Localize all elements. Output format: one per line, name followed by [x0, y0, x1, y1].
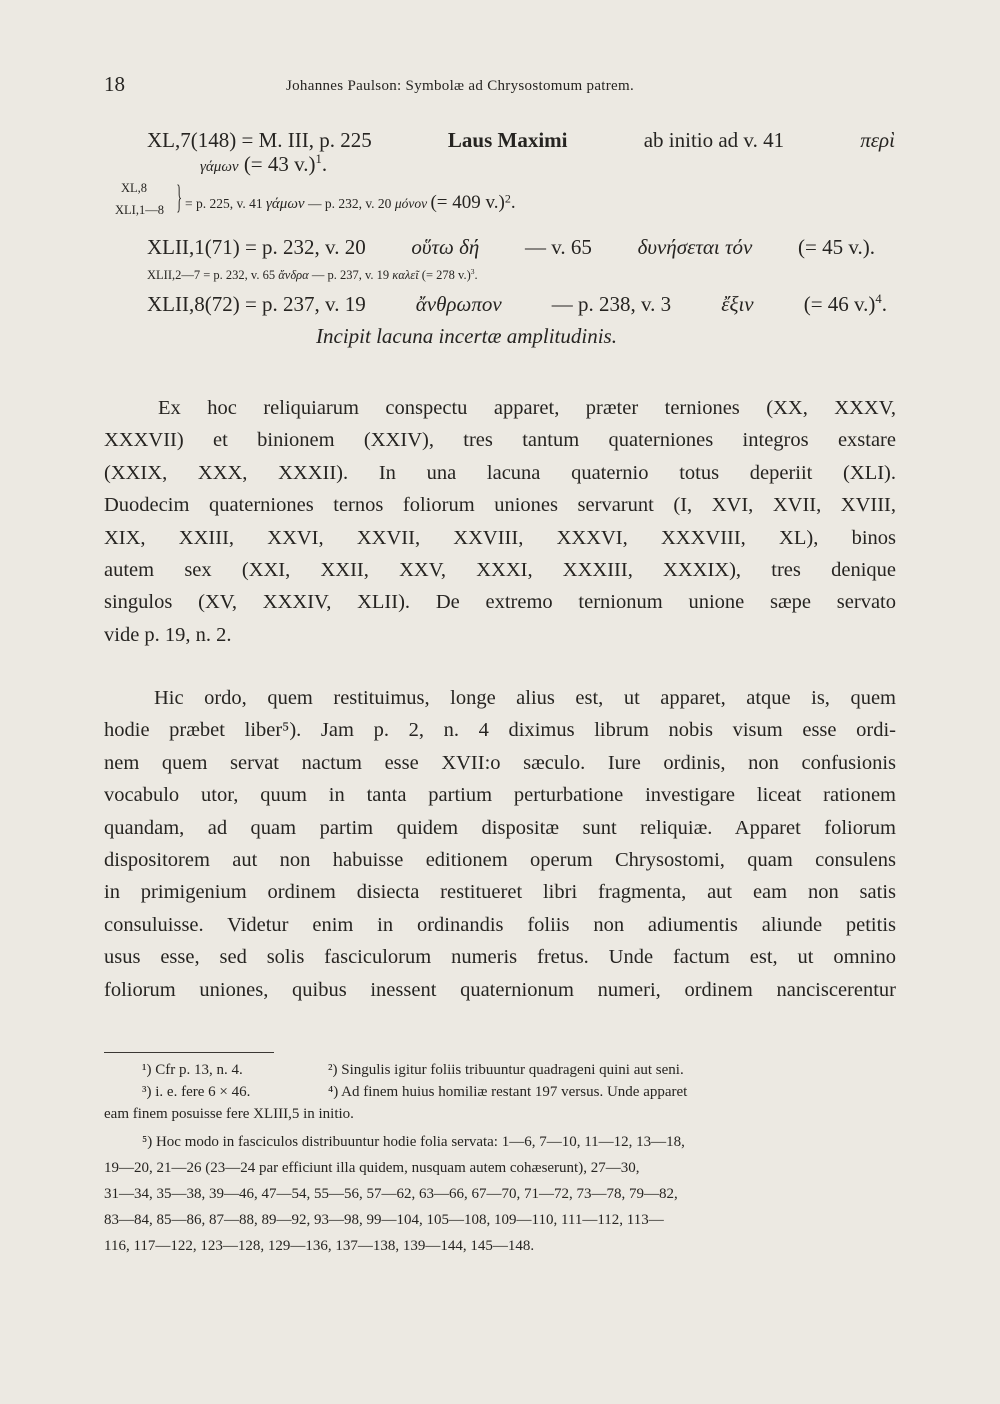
index-line-4: [147, 235, 875, 260]
text-line: (XXIX, XXX, XXXII). In una lacuna quaternio totus deperiit (XLI).: [104, 461, 896, 484]
text-line: nem quem servat nactum esse XVII:o sæculo. Iure ordinis, non confusionis: [104, 751, 896, 774]
index-ref: XL,7(148) = M. III, p. 225: [147, 128, 372, 152]
text-line: in primigenium ordinem disiecta restitueret libri fragmenta, aut eam non satis: [104, 881, 896, 904]
footnote-1: ¹) Cfr p. 13, n. 4.: [142, 1062, 243, 1078]
text-line: vide p. 19, n. 2.: [104, 623, 232, 646]
index-range: — p. 237, v. 19: [311, 268, 390, 282]
footnote-5-line-3: 31—34, 35—38, 39—46, 47—54, 55—56, 57—62, 63—66, 67—70, 71—72, 73—78, 79—82,: [104, 1186, 678, 1202]
index-count: (= 45 v.).: [798, 235, 875, 259]
text-line: hodie præbet liber⁵). Jam p. 2, n. 4 diximus librum nobis visum esse ordi-: [104, 719, 896, 742]
index-line-5: XLII,2—7 = p. 232, v. 65 ἄνδρα — p. 237, v. 19 καλεῖ (= 278 v.)$^3$.: [147, 266, 478, 282]
index-count: (= 43 v.): [243, 152, 316, 176]
footnote-ref: 4: [875, 292, 882, 306]
index-range: ab initio ad v. 41: [643, 128, 785, 152]
text-line: singulos (XV, XXXIV, XLII). De extremo ternionum unione sæpe servato: [104, 591, 896, 614]
greek-word: οὕτω δή: [411, 235, 480, 259]
index-line-6: XLII,8(72) = p. 237, v. 19 ἄνθρωπον — p. 238, v. 3 ἔξιν (= 46 v.)$^4$.: [147, 292, 887, 316]
greek-word: ἄνθρωπον: [415, 292, 502, 316]
book-page: 18 Johannes Paulson: Symbolæ ad Chrysostomum patrem. XL,7(148) = M. III, p. 225 Laus Maximi ab initio ad v. 41 περὶ γάμων (= 43 v.)$^1$. XL,8 XLI,1—8 } = p. 225, v. 41 γάμων — p. 232, v. 20 μόνον (= 409 v.)$^2$. XLII,1(71) = p. 232, v. 20 οὕτω δή — v. 65 δυνήσεται τόν (= 45 v.). XLII,2—7 = p. 232, v. 65 ἄνδρα — p. 237, v. 19 καλεῖ (= 278 v.)$^3$. XLII,8(72) = p. 237, v. 19 ἄνθρωπον — p. 238, v. 3 ἔξιν (= 46 v.)$^4$. Incipit lacuna incertæ amplitudinis. Ex hoc reliquiarum conspectu apparet, præter terniones (XX, XXXV, XXXVII) et binionem (XXIV), tres tantum quaterniones integros exstare (XXIX, XXX, XXXII). In una lacuna quaternio totus deperiit (XLI). Duodecim quaterniones ternos foliorum uniones servarunt (I, XVI, XVII, XVIII, XIX, XXIII, XXVI, XXVII, XXVIII, XXXVI, XXXVIII, XL), binos autem sex (XXI, XXII, XXV, XXXI, XXXIII, XXXIX), tres denique singulos (XV, XXXIV, XLII). De extremo ternionum unione sæpe servato vide p. 19, n. 2. Hic ordo, quem restituimus, longe alius est, ut apparet, atque is, quem hodie præbet liber⁵). Jam p. 2, n. 4 diximus librum nobis visum esse ordi- nem quem servat nactum esse XVII:o sæculo. Iure ordinis, non confusionis vocabulo utor, quum in tanta partium perturbatione investigare liceat rationem quandam, ad quam partim quidem dispositæ sunt reliquiæ. Apparet foliorum dispositorem aut non habuisse editionem operum Chrysostomi, quam consulens in primigenium ordinem disiecta restitueret libri fragmenta, aut eam non satis consuluisse. Videtur enim in ordinandis foliis non adiumentis aliunde petitis usus esse, sed solis fasciculorum numeris fretus. Unde factum est, ut omnino foliorum uniones, quibus inessent quaternionum numeri, ordinem nanciscerentur ¹) Cfr p. 13, n. 4. ²) Singulis igitur foliis tribuuntur quadrageni quini aut seni. ³) i. e. fere 6 × 46. ⁴) Ad finem huius homiliæ restant 197 versus. Unde apparet eam finem posuisse fere XLIII,5 in initio. ⁵) Hoc modo in fasciculos distribuuntur hodie folia servata: 1—6, 7—10, 11—12, 13—18, 19—20, 21—26 (23—24 par efficiunt illa quidem, nusquam autem cohæserunt), 27—30, 31—34, 35—38, 39—46, 47—54, 55—56, 57—62, 63—66, 67—70, 71—72, 73—78, 79—82, 83—84, 85—86, 87—88, 89—92, 93—98, 99—104, 105—108, 109—110, 111—112, 113— 116, 117—122, 123—128, 129—136, 137—138, 139—144, 145—148.: [0, 0, 1000, 1404]
text-line: Hic ordo, quem restituimus, longe alius est, ut apparet, atque is, quem: [154, 687, 896, 709]
text-line: Ex hoc reliquiarum conspectu apparet, præter terniones (XX, XXXV,: [158, 397, 896, 419]
lacuna-note: Incipit lacuna incertæ amplitudinis.: [316, 324, 617, 348]
index-range: — p. 232, v. 20: [307, 196, 392, 211]
footnote-divider: [104, 1052, 274, 1053]
index-count: (= 278 v.): [421, 268, 471, 282]
running-title: Johannes Paulson: Symbolæ ad Chrysostomum patrem.: [286, 78, 635, 94]
greek-word: καλεῖ: [392, 268, 419, 282]
page-number: 18: [104, 72, 125, 96]
brace-symbol: }: [176, 179, 183, 216]
paragraph-1: [104, 392, 896, 651]
footnote-5-line-1: ⁵) Hoc modo in fasciculos distribuuntur hodie folia servata: 1—6, 7—10, 11—12, 13—18,: [142, 1134, 685, 1150]
greek-word: περὶ: [860, 128, 895, 152]
footnote-3: ³) i. e. fere 6 × 46.: [142, 1084, 251, 1100]
footnote-4-line-1: ⁴) Ad finem huius homiliæ restant 197 versus. Unde apparet: [328, 1084, 688, 1100]
text-line: foliorum uniones, quibus inessent quaternionum numeri, ordinem nanciscerentur: [104, 978, 896, 1001]
index-line-2: γάμων (= 43 v.)$^1$.: [200, 152, 328, 176]
footnote-5-line-2: 19—20, 21—26 (23—24 par efficiunt illa quidem, nusquam autem cohæserunt), 27—30,: [104, 1160, 640, 1176]
index-range: — p. 238, v. 3: [551, 292, 672, 316]
paragraph-2: [104, 682, 896, 1006]
footnote-ref: 2: [504, 191, 511, 206]
index-ref: XLII,1(71) = p. 232, v. 20: [147, 235, 366, 259]
quire-ref-top: XL,8: [121, 181, 148, 195]
footnote-ref: 1: [315, 152, 322, 166]
greek-word: ἔξιν: [721, 292, 754, 316]
index-ref: = p. 225, v. 41: [185, 196, 263, 211]
footnote-4-line-2: eam finem posuisse fere XLIII,5 in initio.: [104, 1106, 354, 1122]
text-line: Duodecim quaterniones ternos foliorum uniones servarunt (I, XVI, XVII, XVIII,: [104, 494, 896, 517]
text-line: dispositorem aut non habuisse editionem operum Chrysostomi, quam consulens: [104, 849, 896, 872]
text-line: XXXVII) et binionem (XXIV), tres tantum quaterniones integros exstare: [104, 429, 896, 452]
index-ref: XLII,2—7 = p. 232, v. 65: [147, 268, 276, 282]
footnote-2: ²) Singulis igitur foliis tribuuntur quadrageni quini aut seni.: [328, 1062, 684, 1078]
index-ref: XLII,8(72) = p. 237, v. 19: [147, 292, 366, 316]
text-line: XIX, XXIII, XXVI, XXVII, XXVIII, XXXVI, XXXVIII, XL), binos: [104, 526, 896, 549]
greek-word: δυνήσεται τόν: [637, 235, 753, 259]
footnote-5-line-5: 116, 117—122, 123—128, 129—136, 137—138, 139—144, 145—148.: [104, 1238, 535, 1254]
text-line: usus esse, sed solis fasciculorum numeris fretus. Unde factum est, ut omnino: [104, 946, 896, 969]
text-line: autem sex (XXI, XXII, XXV, XXXI, XXXIII, XXXIX), tres denique: [104, 559, 896, 582]
text-line: vocabulo utor, quum in tanta partium perturbatione investigare liceat rationem: [104, 784, 896, 807]
footnote-5-line-4: 83—84, 85—86, 87—88, 89—92, 93—98, 99—104, 105—108, 109—110, 111—112, 113—: [104, 1212, 664, 1228]
greek-word: γάμων: [266, 196, 305, 212]
greek-word: μόνον: [394, 196, 428, 211]
quire-ref-bottom: XLI,1—8: [115, 203, 164, 217]
index-count: (= 46 v.): [803, 292, 876, 316]
index-range: — v. 65: [525, 235, 592, 259]
footnote-ref: 3: [470, 266, 475, 276]
index-count: (= 409 v.): [430, 192, 505, 213]
greek-word: ἄνδρα: [278, 268, 309, 282]
index-line-1: [147, 128, 895, 153]
greek-word: γάμων: [200, 159, 239, 175]
text-line: consuluisse. Videtur enim in ordinandis foliis non adiumentis aliunde petitis: [104, 913, 896, 936]
text-line: quandam, ad quam partim quidem dispositæ sunt reliquiæ. Apparet foliorum: [104, 816, 896, 839]
homily-title: Laus Maximi: [447, 128, 568, 152]
